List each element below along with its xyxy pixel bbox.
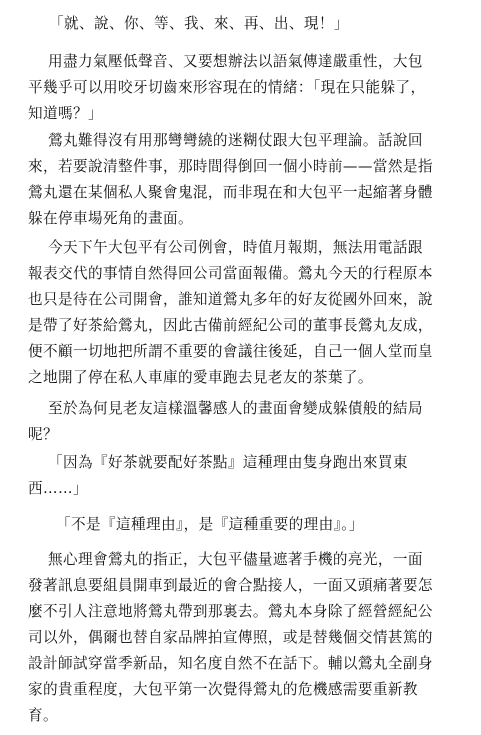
text-line: 鶯丸還在某個私人聚會鬼混，而非現在和大包平一起縮著身體 — [28, 184, 433, 201]
paragraph-6 — [28, 450, 466, 502]
text-line: 育。 — [28, 707, 58, 724]
text-line: 報表交代的事情自然得回公司當面報備。鶯丸今天的行程原本 — [28, 265, 433, 282]
text-line: 家的貴重程度，大包平第一次覺得鶯丸的危機感需要重新教 — [28, 681, 418, 698]
text-line: 也只是待在公司開會，誰知道鶯丸多年的好友從國外回來，說 — [28, 291, 433, 308]
text-line: 知道嗎？」 — [28, 105, 103, 122]
text-line: 之地開了停在私人車庫的愛車跑去見老友的茶葉了。 — [28, 369, 373, 386]
text-line: 便不顧一切地把所謂不重要的會議往後延，自己一個人堂而皇 — [28, 343, 433, 360]
text-line: 今天下午大包平有公司例會，時值月報期，無法用電話跟 — [48, 239, 423, 256]
text-line: 司以外，偶爾也替自家品牌拍宣傳照，或是替幾個交情甚篤的 — [28, 629, 433, 646]
text-line: 設計師試穿當季新品，知名度自然不在話下。輔以鶯丸全副身 — [28, 655, 433, 672]
paragraph-8 — [28, 547, 466, 729]
paragraph-2 — [28, 49, 466, 127]
text-line: 至於為何見老友這樣溫馨感人的畫面會變成躲債般的結局 — [48, 400, 423, 417]
text-line: 用盡力氣壓低聲音、又要想辦法以語氣傳達嚴重性，大包 — [48, 53, 423, 70]
paragraph-5 — [28, 396, 466, 448]
text-line: 平幾乎可以用咬牙切齒來形容現在的情緒：「現在只能躲了， — [28, 79, 426, 96]
text-line: 無心理會鶯丸的指正，大包平儘量遮著手機的亮光，一面 — [48, 551, 423, 568]
text-line: 西……」 — [28, 480, 88, 497]
paragraph-1 — [49, 11, 481, 37]
text-line: 來，若要說清整件事，那時間得倒回一個小時前——當然是指 — [28, 158, 433, 175]
text-line: 是帶了好茶給鶯丸，因此古備前經紀公司的董事長鶯丸友成， — [28, 317, 433, 334]
text-line: 「就、說、你、等、我、來、再、出、現！」 — [49, 15, 349, 32]
text-line: 呢？ — [28, 426, 58, 443]
paragraph-4 — [28, 235, 466, 391]
text-line: 「不是『這種理由』，是『這種重要的理由』。」 — [56, 516, 364, 533]
paragraph-7 — [56, 512, 481, 538]
text-line: 「因為『好茶就要配好茶點』這種理由隻身跑出來買東 — [48, 454, 408, 471]
text-line: 發著訊息要組員開車到最近的會合點接人，一面又頭痛著要怎 — [28, 577, 433, 594]
paragraph-3 — [28, 128, 466, 232]
text-line: 麼不引人注意地將鶯丸帶到那裏去。鶯丸本身除了經營經紀公 — [28, 603, 433, 620]
text-line: 躲在停車場死角的畫面。 — [28, 210, 193, 227]
text-line: 鶯丸難得沒有用那彎彎繞的迷糊仗跟大包平理論。話說回 — [48, 132, 423, 149]
